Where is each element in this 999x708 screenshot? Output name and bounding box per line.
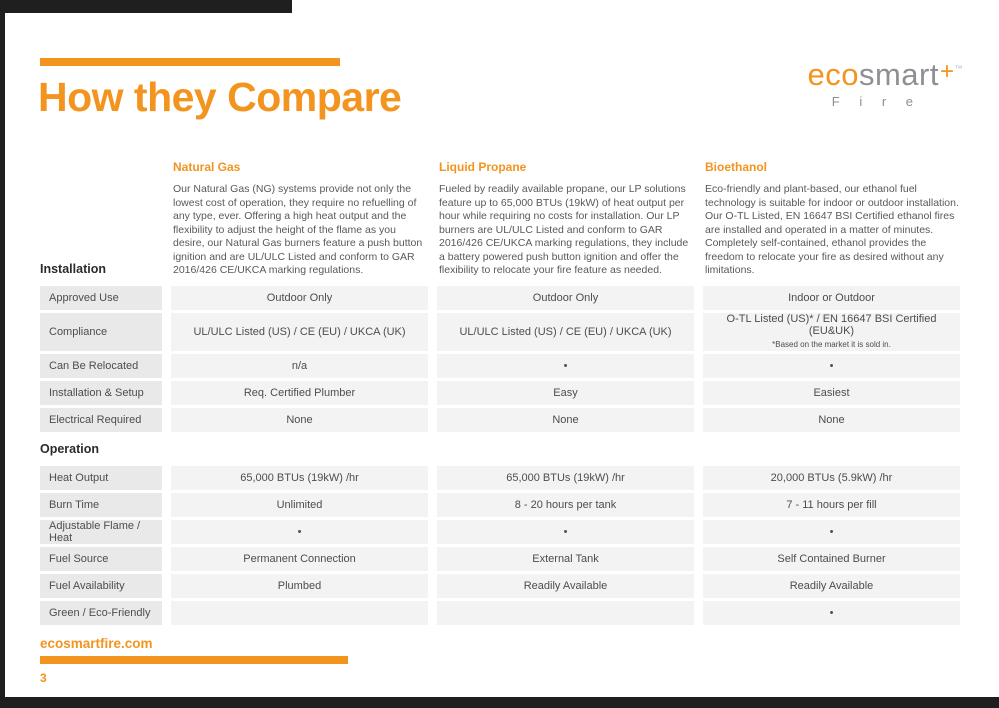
trademark-symbol: ™ (954, 64, 963, 73)
table-row-compliance (40, 313, 961, 351)
cell-liquid-propane: UL/ULC Listed (US) / CE (EU) / UKCA (UK) (437, 313, 694, 351)
logo-plus-mark: + (939, 58, 955, 85)
table-row-approved-use (40, 286, 961, 310)
column-description-bioethanol: Eco-friendly and plant-based, our ethanol fuel technology is suitable for indoor or outdoor installation. Our O-TL Listed, EN 16647 BSI Certified ethanol fires are installed and operated in a matter of minutes. Completely self-contained, ethanol provides the freedom to relocate your fire as desired without any limitations. (705, 183, 959, 276)
compliance-value: O-TL Listed (US)* / EN 16647 BSI Certified (EU&UK) (726, 313, 937, 337)
cell-bioethanol: Self Contained Burner (703, 547, 960, 571)
row-label: Electrical Required (40, 408, 162, 432)
row-label: Fuel Availability (40, 574, 162, 598)
row-label: Adjustable Flame / Heat (40, 520, 162, 544)
page-border-bottom (0, 697, 999, 708)
cell-bioethanol: 7 - 11 hours per fill (703, 493, 960, 517)
page-title: How they Compare (38, 74, 402, 120)
cell-bioethanol: Indoor or Outdoor (703, 286, 960, 310)
cell-natural-gas: 65,000 BTUs (19kW) /hr (171, 466, 428, 490)
row-label: Green / Eco-Friendly (40, 601, 162, 625)
column-heading-bioethanol: Bioethanol (705, 160, 767, 174)
column-description-liquid-propane: Fueled by readily available propane, our LP solutions feature up to 65,000 BTUs (19kW) of heat output per hour while requiring no costs for installation. Our LP burners are UL/ULC Listed and conform to GAR 2016/426 CE/UKCA marking regulations, they include a battery powered push button ignition and offer the flexibility to relocate your fire feature as needed. (439, 183, 689, 276)
row-label: Can Be Relocated (40, 354, 162, 378)
row-label: Fuel Source (40, 547, 162, 571)
table-row-fuel-availability (40, 574, 961, 598)
table-row-heat-output (40, 466, 961, 490)
row-label: Heat Output (40, 466, 162, 490)
table-row-electrical-required (40, 408, 961, 432)
cell-bioethanol: • (703, 520, 960, 544)
cell-bioethanol: 20,000 BTUs (5.9kW) /hr (703, 466, 960, 490)
cell-natural-gas: Unlimited (171, 493, 428, 517)
column-heading-liquid-propane: Liquid Propane (439, 160, 527, 174)
cell-liquid-propane: 65,000 BTUs (19kW) /hr (437, 466, 694, 490)
table-row-can-be-relocated (40, 354, 961, 378)
compliance-footnote: *Based on the market it is sold in. (772, 340, 891, 349)
cell-natural-gas: Req. Certified Plumber (171, 381, 428, 405)
brand-logo-wordmark (743, 52, 963, 92)
cell-natural-gas: • (171, 520, 428, 544)
cell-natural-gas: Permanent Connection (171, 547, 428, 571)
row-label: Compliance (40, 313, 162, 351)
cell-natural-gas (171, 601, 428, 625)
table-row-adjustable-flame-heat (40, 520, 961, 544)
cell-liquid-propane: None (437, 408, 694, 432)
cell-liquid-propane (437, 601, 694, 625)
column-description-natural-gas: Our Natural Gas (NG) systems provide not only the lowest cost of operation, they require no refuelling of any type, ever. Offering a high heat output and the flexibility to adjust the height of the flame as you desire, our Natural Gas burners feature a push button ignition and are UL/ULC Listed and conform to GAR 2016/426 CE/UKCA marking regulations. (173, 183, 423, 276)
table-row-burn-time (40, 493, 961, 517)
row-label: Burn Time (40, 493, 162, 517)
cell-liquid-propane: Outdoor Only (437, 286, 694, 310)
cell-liquid-propane: Readily Available (437, 574, 694, 598)
cell-natural-gas: n/a (171, 354, 428, 378)
cell-bioethanol: • (703, 601, 960, 625)
page-border-top (0, 0, 292, 13)
cell-natural-gas: None (171, 408, 428, 432)
section-title-operation: Operation (40, 442, 100, 456)
cell-natural-gas: Plumbed (171, 574, 428, 598)
cell-bioethanol: Easiest (703, 381, 960, 405)
fuel-column-liquid-propane (439, 160, 696, 278)
comparison-table (40, 262, 961, 628)
cell-natural-gas: UL/ULC Listed (US) / CE (EU) / UKCA (UK) (171, 313, 428, 351)
logo-eco-text: eco (807, 57, 859, 92)
brand-logo (743, 52, 963, 109)
table-row-fuel-source (40, 547, 961, 571)
cell-bioethanol: • (703, 354, 960, 378)
cell-liquid-propane: External Tank (437, 547, 694, 571)
cell-liquid-propane: 8 - 20 hours per tank (437, 493, 694, 517)
table-row-installation-setup (40, 381, 961, 405)
column-heading-natural-gas: Natural Gas (173, 160, 241, 174)
logo-smart-text: smart (858, 57, 939, 92)
footer-accent-bar (40, 656, 348, 664)
page-number: 3 (40, 671, 47, 685)
table-row-green-eco-friendly (40, 601, 961, 625)
cell-bioethanol: Readily Available (703, 574, 960, 598)
section-title-installation: Installation (40, 262, 106, 276)
row-label: Installation & Setup (40, 381, 162, 405)
page-border-left (0, 0, 5, 708)
row-label: Approved Use (40, 286, 162, 310)
fuel-descriptions (173, 160, 962, 278)
cell-liquid-propane: • (437, 520, 694, 544)
footer-website-link[interactable]: ecosmartfire.com (40, 636, 153, 651)
fuel-column-bioethanol (705, 160, 962, 278)
cell-liquid-propane: • (437, 354, 694, 378)
logo-fire-text: F i r e (831, 94, 921, 109)
cell-bioethanol (703, 313, 960, 351)
cell-bioethanol: None (703, 408, 960, 432)
fuel-column-natural-gas (173, 160, 430, 278)
cell-natural-gas: Outdoor Only (171, 286, 428, 310)
cell-liquid-propane: Easy (437, 381, 694, 405)
title-accent-bar (40, 58, 340, 66)
